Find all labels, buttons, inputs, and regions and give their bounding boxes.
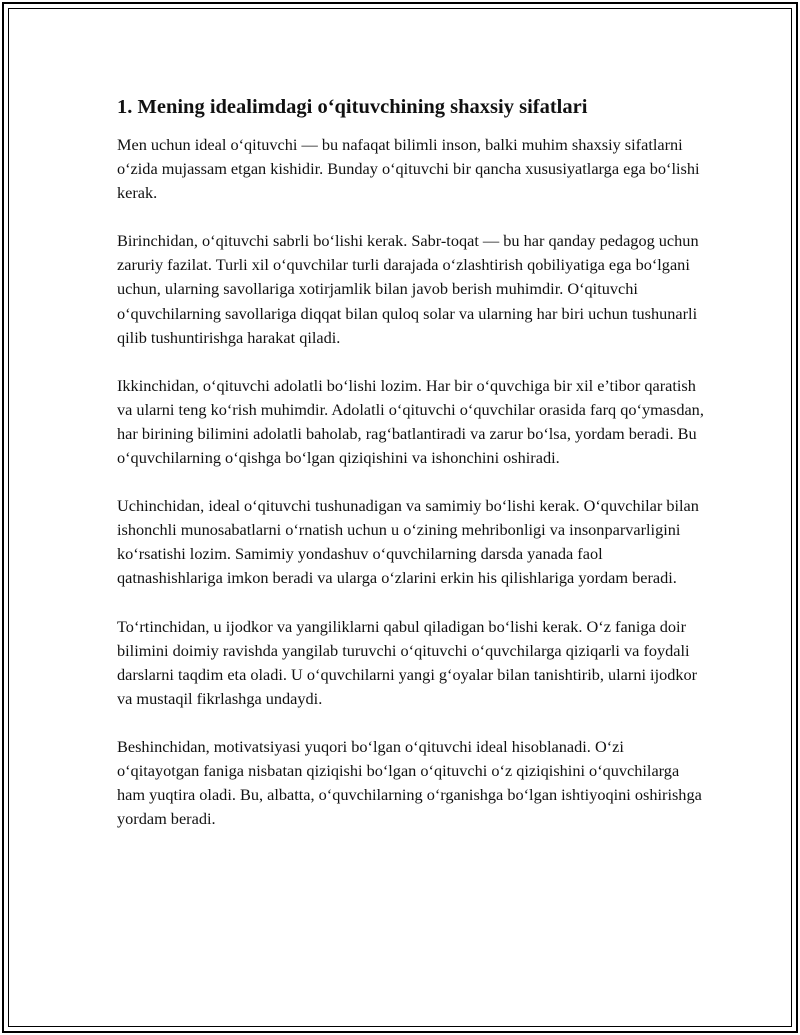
paragraph-fourth-quality: To‘rtinchidan, u ijodkor va yangiliklarni qabul qiladigan bo‘lishi kerak. O‘z faniga doir bilimini doimiy ravishda yangilab turuvchi o‘qituvchi o‘quvchilarga qiziqarli va foydali darslarni taqdim eta oladi. U o‘quvchilarni yangi g‘oyalar bilan tanishtirib, ularni ijodkor va mustaqil fikrlashga undaydi. (117, 616, 698, 708)
paragraph-third-quality: Uchinchidan, ideal o‘qituvchi tushunadigan va samimiy bo‘lishi kerak. O‘quvchilar bilan ishonchli munosabatlarni o‘rnatish uchun u o‘zining mehribonligi va insonparvarligini ko‘rsatishi lozim. Samimiy yondashuv o‘quvchilarning darsda yanada faol qatnashishlariga imkon beradi va ularga o‘zlarini erkin his qilishlariga yordam beradi. (117, 496, 699, 588)
paragraph-first-quality: Birinchidan, o‘qituvchi sabrli bo‘lishi kerak. Sabr-toqat — bu har qanday pedagog uchun zaruriy fazilat. Turli xil o‘quvchilar turli darajada o‘zlashtirish qobiliyatiga ega bo‘lgani uchun, ularning savollariga xotirjamlik bilan javob berish muhimdir. O‘qituvchi o‘quvchilarning savollariga diqqat bilan quloq solar va ularning har biri uchun tushunarli qilib tushuntirishga harakat qiladi. (117, 231, 699, 347)
paragraph-fifth-quality: Beshinchidan, motivatsiyasi yuqori bo‘lgan o‘qituvchi ideal hisoblanadi. O‘zi o‘qitayotgan faniga nisbatan qiziqishi bo‘lgan o‘qituvchi o‘z qiziqishini o‘quvchilarga ham yuqtira oladi. Bu, albatta, o‘quvchilarning o‘rganishga bo‘lgan ishtiyoqini oshirishga yordam beradi. (117, 736, 702, 829)
document-body (117, 92, 707, 855)
section-heading: 1. Mening idealimdagi o‘qituvchining shaxsiy sifatlari (117, 96, 588, 118)
paragraph-second-quality: Ikkinchidan, o‘qituvchi adolatli bo‘lishi lozim. Har bir o‘quvchiga bir xil e’tibor qaratish va ularni teng ko‘rish muhimdir. Adolatli o‘qituvchi o‘quvchilar orasida farq qo‘ymasdan, har birining bilimini adolatli baholab, rag‘batlantiradi va zarur bo‘lsa, yordam beradi. Bu o‘quvchilarning o‘qishga bo‘lgan qiziqishini va ishonchini oshiradi. (117, 375, 704, 468)
paragraph-intro: Men uchun ideal o‘qituvchi — bu nafaqat bilimli inson, balki muhim shaxsiy sifatlarni o‘zida mujassam etgan kishidir. Bunday o‘qituvchi bir qancha xususiyatlarga ega bo‘lishi kerak. (117, 135, 700, 203)
